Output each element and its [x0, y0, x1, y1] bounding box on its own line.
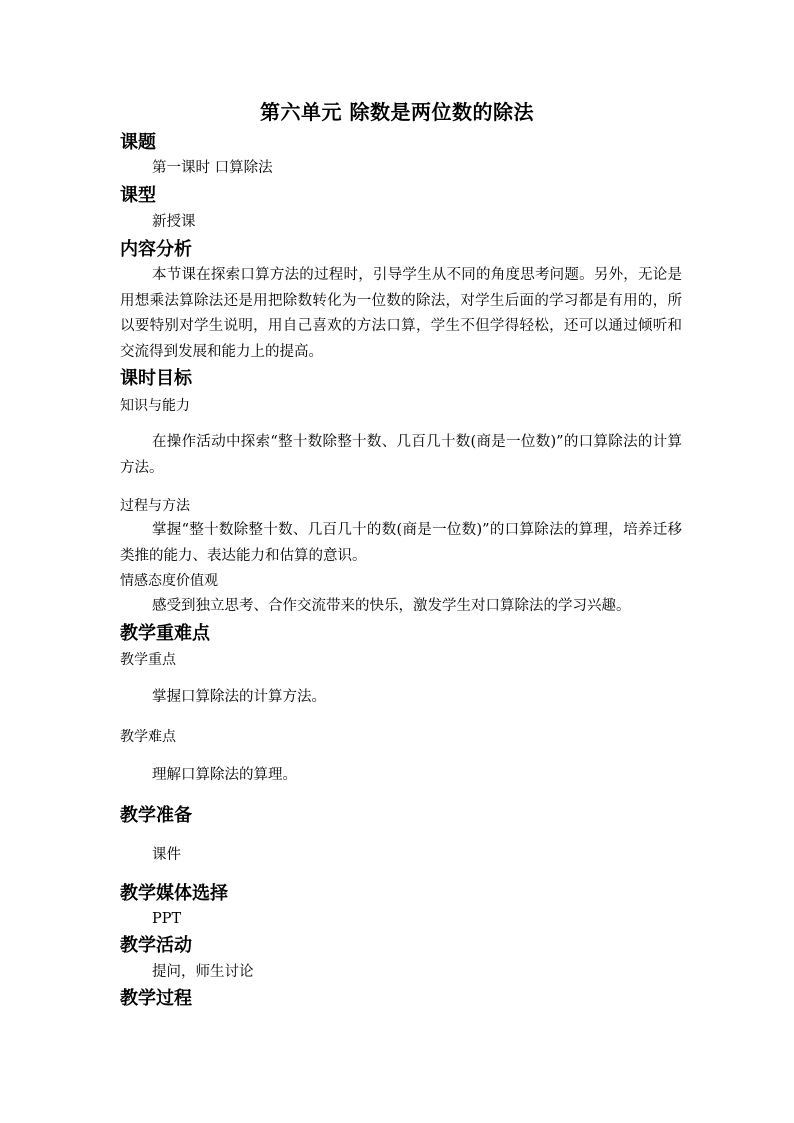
- process-heading: 教学过程: [120, 988, 192, 1009]
- difficulty-content: 理解口算除法的算理。: [152, 767, 297, 783]
- knowledge-content: 在操作活动中探索“整十数除整十数、几百几十数(商是一位数)”的口算除法的计算方法。: [120, 434, 682, 476]
- preparation-heading: 教学准备: [120, 805, 192, 826]
- objectives-heading: 课时目标: [120, 368, 192, 389]
- activities-content: 提问，师生讨论: [152, 964, 254, 980]
- attitude-content: 感受到独立思考、合作交流带来的快乐，激发学生对口算除法的学习兴趣。: [152, 598, 631, 614]
- analysis-content: 本节课在探索口算方法的过程时，引导学生从不同的角度思考问题。另外，无论是用想乘法算除法还是用把除数转化为一位数的除法，对学生后面的学习都是有用的，所以要特别对学生说明，用自己喜欢的方法口算，学生不但学得轻松，还可以通过倾听和交流得到发展和能力上的提高。: [120, 267, 682, 360]
- focus-content: 掌握口算除法的计算方法。: [152, 689, 326, 705]
- knowledge-label: 知识与能力: [120, 398, 190, 414]
- difficulty-label: 教学难点: [120, 729, 176, 745]
- media-content: PPT: [152, 911, 182, 927]
- analysis-heading: 内容分析: [120, 239, 192, 260]
- process-content: 掌握“整十数除整十数、几百几十的数(商是一位数)”的口算除法的算理，培养迁移类推的能力、表达能力和估算的意识。: [120, 522, 682, 564]
- attitude-label: 情感态度价值观: [120, 573, 218, 589]
- topic-heading: 课题: [120, 132, 156, 153]
- document-title: 第六单元 除数是两位数的除法: [260, 100, 534, 124]
- focus-label: 教学重点: [120, 652, 176, 668]
- media-heading: 教学媒体选择: [120, 883, 228, 904]
- type-heading: 课型: [120, 185, 156, 206]
- activities-heading: 教学活动: [120, 935, 192, 956]
- preparation-content: 课件: [152, 847, 181, 863]
- key-points-heading: 教学重难点: [120, 623, 210, 644]
- process-label: 过程与方法: [120, 498, 190, 514]
- topic-content: 第一课时 口算除法: [152, 160, 273, 176]
- type-content: 新授课: [152, 214, 196, 230]
